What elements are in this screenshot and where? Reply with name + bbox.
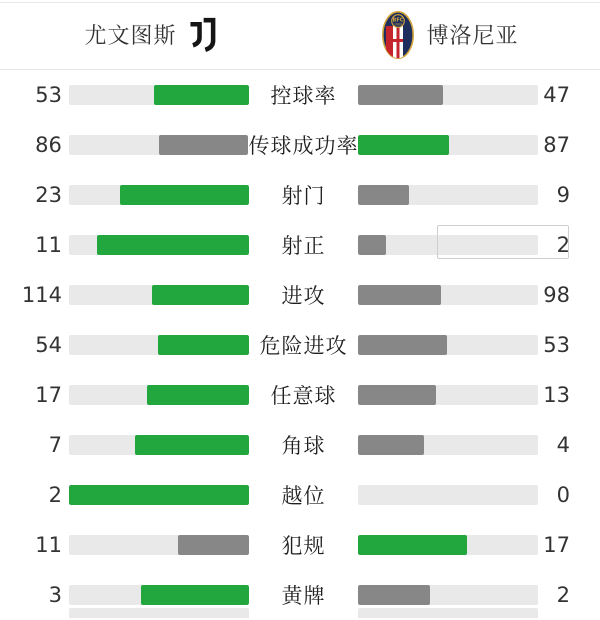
stat-row xyxy=(0,70,600,120)
home-bar xyxy=(69,185,249,205)
home-bar xyxy=(69,385,249,405)
stat-label: 进攻 xyxy=(281,284,326,308)
away-bar-fill xyxy=(358,285,441,305)
home-bar xyxy=(69,85,249,105)
stat-row xyxy=(0,420,600,470)
stat-label: 犯规 xyxy=(281,534,326,558)
away-value: 53 xyxy=(543,333,570,357)
away-team xyxy=(300,10,600,60)
stat-label: 任意球 xyxy=(270,384,337,408)
away-bar xyxy=(358,85,538,105)
home-bar xyxy=(69,485,249,505)
stat-label: 黄牌 xyxy=(281,584,326,608)
stat-label: 越位 xyxy=(281,484,326,508)
home-value: 114 xyxy=(21,283,62,307)
away-value: 4 xyxy=(556,433,570,457)
match-header xyxy=(0,0,600,70)
home-value: 7 xyxy=(48,433,62,457)
away-value: 98 xyxy=(543,283,570,307)
juventus-logo xyxy=(188,16,216,54)
home-bar-fill xyxy=(154,85,249,105)
home-bar-fill xyxy=(178,535,249,555)
away-bar xyxy=(358,585,538,605)
home-team-name: 尤文图斯 xyxy=(84,24,177,49)
away-bar-fill xyxy=(358,85,443,105)
away-value: 17 xyxy=(543,533,570,557)
away-team-name: 博洛尼亚 xyxy=(426,24,519,49)
home-bar-fill xyxy=(147,385,249,405)
away-value: 13 xyxy=(543,383,570,407)
away-value: 47 xyxy=(543,83,570,107)
home-value: 53 xyxy=(35,83,62,107)
stat-label: 射正 xyxy=(281,234,326,258)
home-bar xyxy=(69,285,249,305)
away-value: 87 xyxy=(543,133,570,157)
stat-label: 角球 xyxy=(281,434,326,458)
stat-row xyxy=(0,470,600,520)
home-bar xyxy=(69,335,249,355)
away-bar xyxy=(358,235,538,255)
away-bar-fill xyxy=(358,385,436,405)
bologna-badge-text: BFC xyxy=(393,17,404,23)
away-bar-fill xyxy=(358,185,409,205)
home-value: 54 xyxy=(35,333,62,357)
away-bar-fill xyxy=(358,435,424,455)
away-bar xyxy=(358,485,538,505)
home-bar-fill xyxy=(152,285,249,305)
home-value: 11 xyxy=(35,533,62,557)
home-bar-fill xyxy=(69,485,249,505)
home-bar-fill xyxy=(141,585,249,605)
home-bar-fill xyxy=(97,235,249,255)
away-bar xyxy=(358,135,538,155)
stat-row xyxy=(0,120,600,170)
home-bar-fill xyxy=(159,135,248,155)
away-value: 9 xyxy=(556,183,570,207)
away-bar-fill xyxy=(358,585,430,605)
bologna-badge-year: 1909 xyxy=(394,22,403,26)
away-value: 2 xyxy=(556,583,570,607)
home-bar-fill xyxy=(158,335,249,355)
next-row-away-bar-partial xyxy=(358,608,538,618)
home-bar xyxy=(69,135,249,155)
stat-row xyxy=(0,520,600,570)
home-bar xyxy=(69,235,249,255)
home-value: 86 xyxy=(35,133,62,157)
home-bar-fill xyxy=(135,435,249,455)
stat-row xyxy=(0,370,600,420)
away-bar xyxy=(358,435,538,455)
stat-label: 传球成功率 xyxy=(248,134,359,158)
home-value: 23 xyxy=(35,183,62,207)
stat-row xyxy=(0,270,600,320)
away-bar xyxy=(358,535,538,555)
stats-list xyxy=(0,70,600,620)
stat-label: 控球率 xyxy=(270,84,337,108)
stat-row xyxy=(0,220,600,270)
away-bar-fill xyxy=(358,135,448,155)
stat-row xyxy=(0,170,600,220)
top-divider xyxy=(0,2,600,3)
away-bar xyxy=(358,335,538,355)
away-bar xyxy=(358,385,538,405)
stat-label: 危险进攻 xyxy=(259,334,348,358)
stat-label: 射门 xyxy=(281,184,326,208)
away-value: 0 xyxy=(556,483,570,507)
home-bar xyxy=(69,585,249,605)
home-value: 11 xyxy=(35,233,62,257)
home-value: 17 xyxy=(35,383,62,407)
home-bar-fill xyxy=(120,185,249,205)
away-bar-fill xyxy=(358,235,386,255)
next-row-home-bar-partial xyxy=(69,608,249,618)
home-bar xyxy=(69,535,249,555)
bologna-logo xyxy=(381,10,415,60)
home-value: 2 xyxy=(48,483,62,507)
away-value: 2 xyxy=(556,233,570,257)
away-bar xyxy=(358,185,538,205)
stat-row xyxy=(0,320,600,370)
home-team xyxy=(0,16,300,54)
home-bar xyxy=(69,435,249,455)
away-bar-fill xyxy=(358,535,467,555)
home-value: 3 xyxy=(48,583,62,607)
away-bar xyxy=(358,285,538,305)
away-bar-fill xyxy=(358,335,447,355)
